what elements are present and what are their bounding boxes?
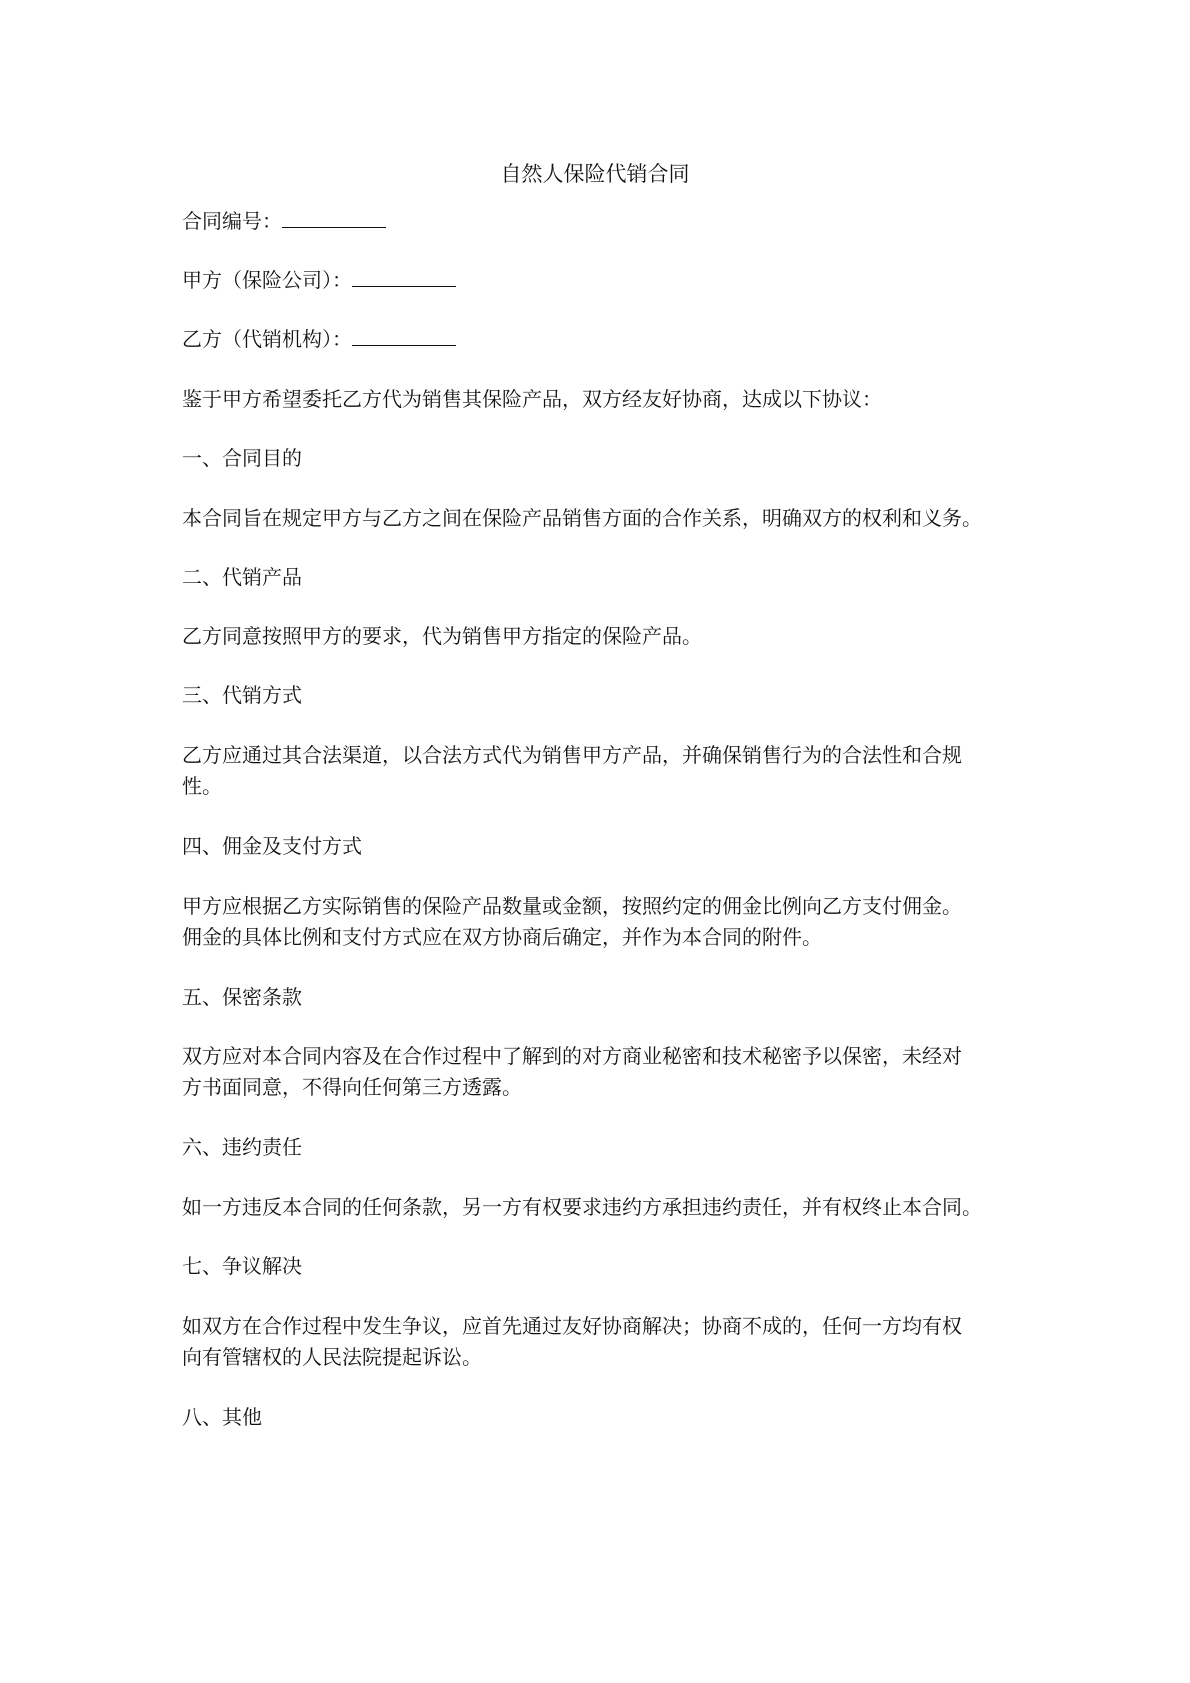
section-body-commission-line-2: 佣金的具体比例和支付方式应在双方协商后确定，并作为本合同的附件。	[182, 925, 822, 949]
section-body-liability: 如一方违反本合同的任何条款，另一方有权要求违约方承担违约责任，并有权终止本合同。	[182, 1195, 982, 1219]
party-b-label: 乙方（代销机构）：	[182, 327, 352, 351]
party-b-blank	[352, 323, 456, 346]
section-body-disputes-line-2: 向有管辖权的人民法院提起诉讼。	[182, 1345, 482, 1369]
section-heading-other: 八、其他	[182, 1405, 262, 1429]
document-title: 自然人保险代销合同	[500, 162, 690, 186]
section-heading-liability: 六、违约责任	[182, 1135, 302, 1159]
contract-number-label: 合同编号：	[182, 209, 282, 233]
section-heading-commission: 四、佣金及支付方式	[182, 834, 362, 858]
section-body-products: 乙方同意按照甲方的要求，代为销售甲方指定的保险产品。	[182, 624, 702, 648]
section-body-method-line-2: 性。	[182, 774, 222, 798]
section-heading-method: 三、代销方式	[182, 683, 302, 707]
party-a-label: 甲方（保险公司）：	[182, 268, 352, 292]
section-body-disputes-line-1: 如双方在合作过程中发生争议，应首先通过友好协商解决；协商不成的，任何一方均有权	[182, 1314, 962, 1338]
section-body-confidentiality-line-2: 方书面同意，不得向任何第三方透露。	[182, 1075, 522, 1099]
contract-number-field	[182, 205, 1022, 237]
section-body-confidentiality-line-1: 双方应对本合同内容及在合作过程中了解到的对方商业秘密和技术秘密予以保密，未经对	[182, 1044, 962, 1068]
contract-number-blank	[282, 205, 386, 228]
section-heading-disputes: 七、争议解决	[182, 1254, 302, 1278]
section-body-method-line-1: 乙方应通过其合法渠道，以合法方式代为销售甲方产品，并确保销售行为的合法性和合规	[182, 743, 962, 767]
party-b-field	[182, 323, 1022, 355]
section-body-commission-line-1: 甲方应根据乙方实际销售的保险产品数量或金额，按照约定的佣金比例向乙方支付佣金。	[182, 894, 962, 918]
section-body-purpose: 本合同旨在规定甲方与乙方之间在保险产品销售方面的合作关系，明确双方的权利和义务。	[182, 506, 982, 530]
section-heading-purpose: 一、合同目的	[182, 446, 302, 470]
section-heading-confidentiality: 五、保密条款	[182, 985, 302, 1009]
party-a-field	[182, 264, 1022, 296]
party-a-blank	[352, 264, 456, 287]
preamble: 鉴于甲方希望委托乙方代为销售其保险产品，双方经友好协商，达成以下协议：	[182, 387, 882, 411]
section-heading-products: 二、代销产品	[182, 565, 302, 589]
